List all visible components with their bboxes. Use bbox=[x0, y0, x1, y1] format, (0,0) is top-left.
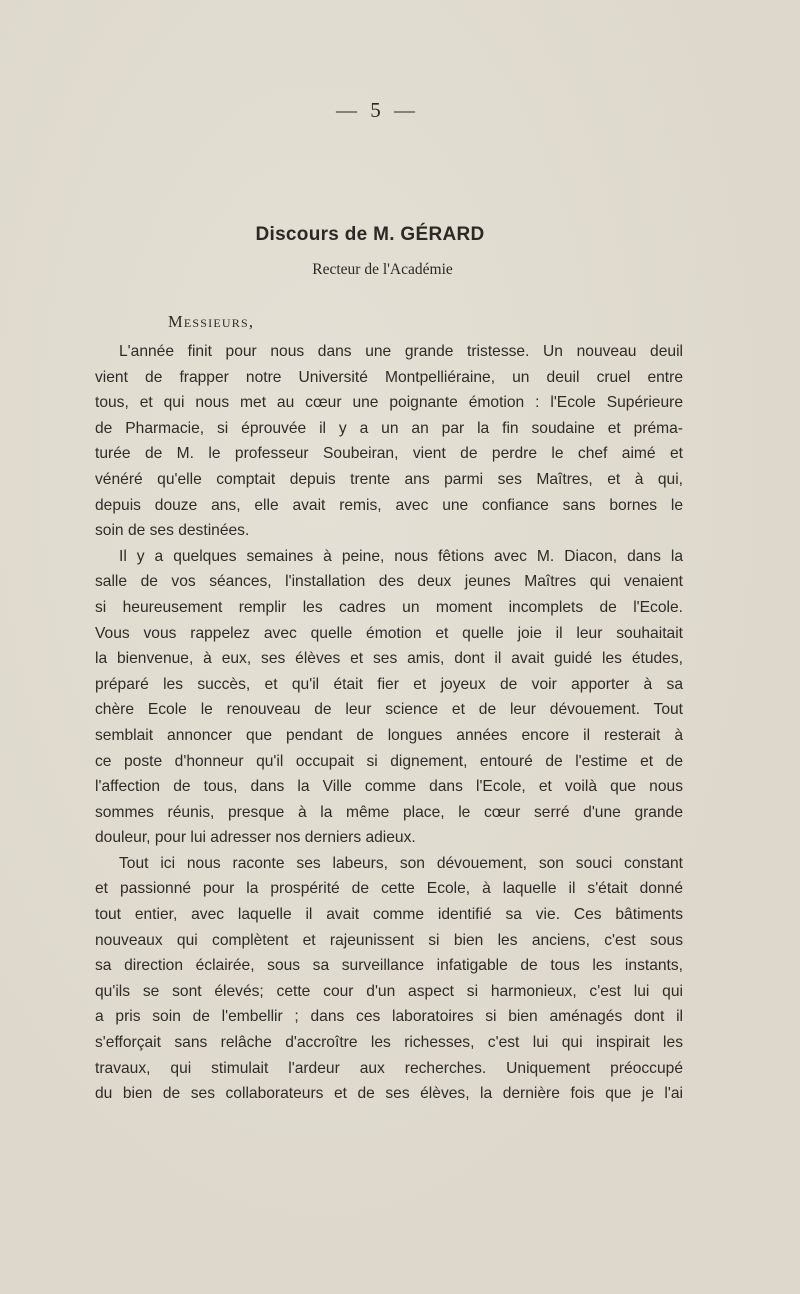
paragraph-line: du bien de ses collaborateurs et de ses élèves, la dernière fois que je l'ai bbox=[95, 1085, 683, 1103]
speech-title: Discours de M. GÉRARD bbox=[255, 224, 485, 245]
paragraph-line: qu'ils se sont élevés; cette cour d'un aspect si harmonieux, c'est lui qui bbox=[95, 982, 683, 1000]
paragraph-line: vénéré qu'elle comptait depuis trente ans parmi ses Maîtres, et à qui, bbox=[95, 470, 683, 488]
paragraph-line: vient de frapper notre Université Montpelliéraine, un deuil cruel entre bbox=[95, 368, 683, 386]
paragraph-line: travaux, qui stimulait l'ardeur aux recherches. Uniquement préoccupé bbox=[95, 1059, 683, 1077]
page-number: — 5 — bbox=[336, 98, 419, 122]
paragraph-line: de Pharmacie, si éprouvée il y a un an par la fin soudaine et préma- bbox=[95, 419, 683, 437]
paragraph-line: sommes réunis, presque à la même place, le cœur serré d'une grande bbox=[95, 803, 683, 821]
paragraph-line: chère Ecole le renouveau de leur science et de leur dévouement. Tout bbox=[95, 701, 683, 719]
salutation: Messieurs, bbox=[168, 312, 255, 331]
paragraph-line: Tout ici nous raconte ses labeurs, son dévouement, son souci constant bbox=[119, 854, 683, 872]
paragraph-line: Vous vous rappelez avec quelle émotion et quelle joie il leur souhaitait bbox=[95, 624, 683, 642]
paragraph-line: s'efforçait sans relâche d'accroître les richesses, c'est lui qui inspirait les bbox=[95, 1034, 683, 1052]
paragraph-line: soin de ses destinées. bbox=[95, 522, 250, 540]
paragraph-line: tout entier, avec laquelle il avait comme identifié sa vie. Ces bâtiments bbox=[95, 906, 683, 924]
paragraph-line: sa direction éclairée, sous sa surveillance infatigable de tous les instants, bbox=[95, 957, 683, 975]
paragraph-line: si heureusement remplir les cadres un moment incomplets de l'Ecole. bbox=[95, 598, 683, 616]
paragraph-line: préparé les succès, et qu'il était fier et joyeux de voir apporter à sa bbox=[95, 675, 683, 693]
paragraph-line: ce poste d'honneur qu'il occupait si dignement, entouré de l'estime et de bbox=[95, 752, 683, 770]
paragraph-line: et passionné pour la prospérité de cette Ecole, à laquelle il s'était donné bbox=[95, 880, 683, 898]
body-text bbox=[95, 339, 683, 1107]
paragraph-line: douleur, pour lui adresser nos derniers adieux. bbox=[95, 829, 416, 847]
paragraph-line: tous, et qui nous met au cœur une poignante émotion : l'Ecole Supérieure bbox=[95, 394, 683, 412]
speech-subtitle: Recteur de l'Académie bbox=[312, 261, 453, 278]
paragraph-line: Il y a quelques semaines à peine, nous fêtions avec M. Diacon, dans la bbox=[119, 547, 683, 565]
paragraph-line: depuis douze ans, elle avait remis, avec une confiance sans bornes le bbox=[95, 496, 683, 514]
paragraph-line: salle de vos séances, l'installation des deux jeunes Maîtres qui venaient bbox=[95, 573, 683, 591]
paragraph-line: turée de M. le professeur Soubeiran, vient de perdre le chef aimé et bbox=[95, 445, 683, 463]
paragraph-line: L'année finit pour nous dans une grande tristesse. Un nouveau deuil bbox=[119, 343, 683, 360]
paragraph-line: semblait annoncer que pendant de longues années encore il resterait à bbox=[95, 726, 683, 744]
paragraph-line: l'affection de tous, dans la Ville comme dans l'Ecole, et voilà que nous bbox=[95, 778, 683, 796]
paragraph-line: nouveaux qui complètent et rajeunissent si bien les anciens, c'est sous bbox=[95, 931, 683, 949]
paragraph-line: a pris soin de l'embellir ; dans ces laboratoires si bien aménagés dont il bbox=[95, 1008, 683, 1026]
paragraph-line: la bienvenue, à eux, ses élèves et ses amis, dont il avait guidé les études, bbox=[95, 650, 683, 668]
